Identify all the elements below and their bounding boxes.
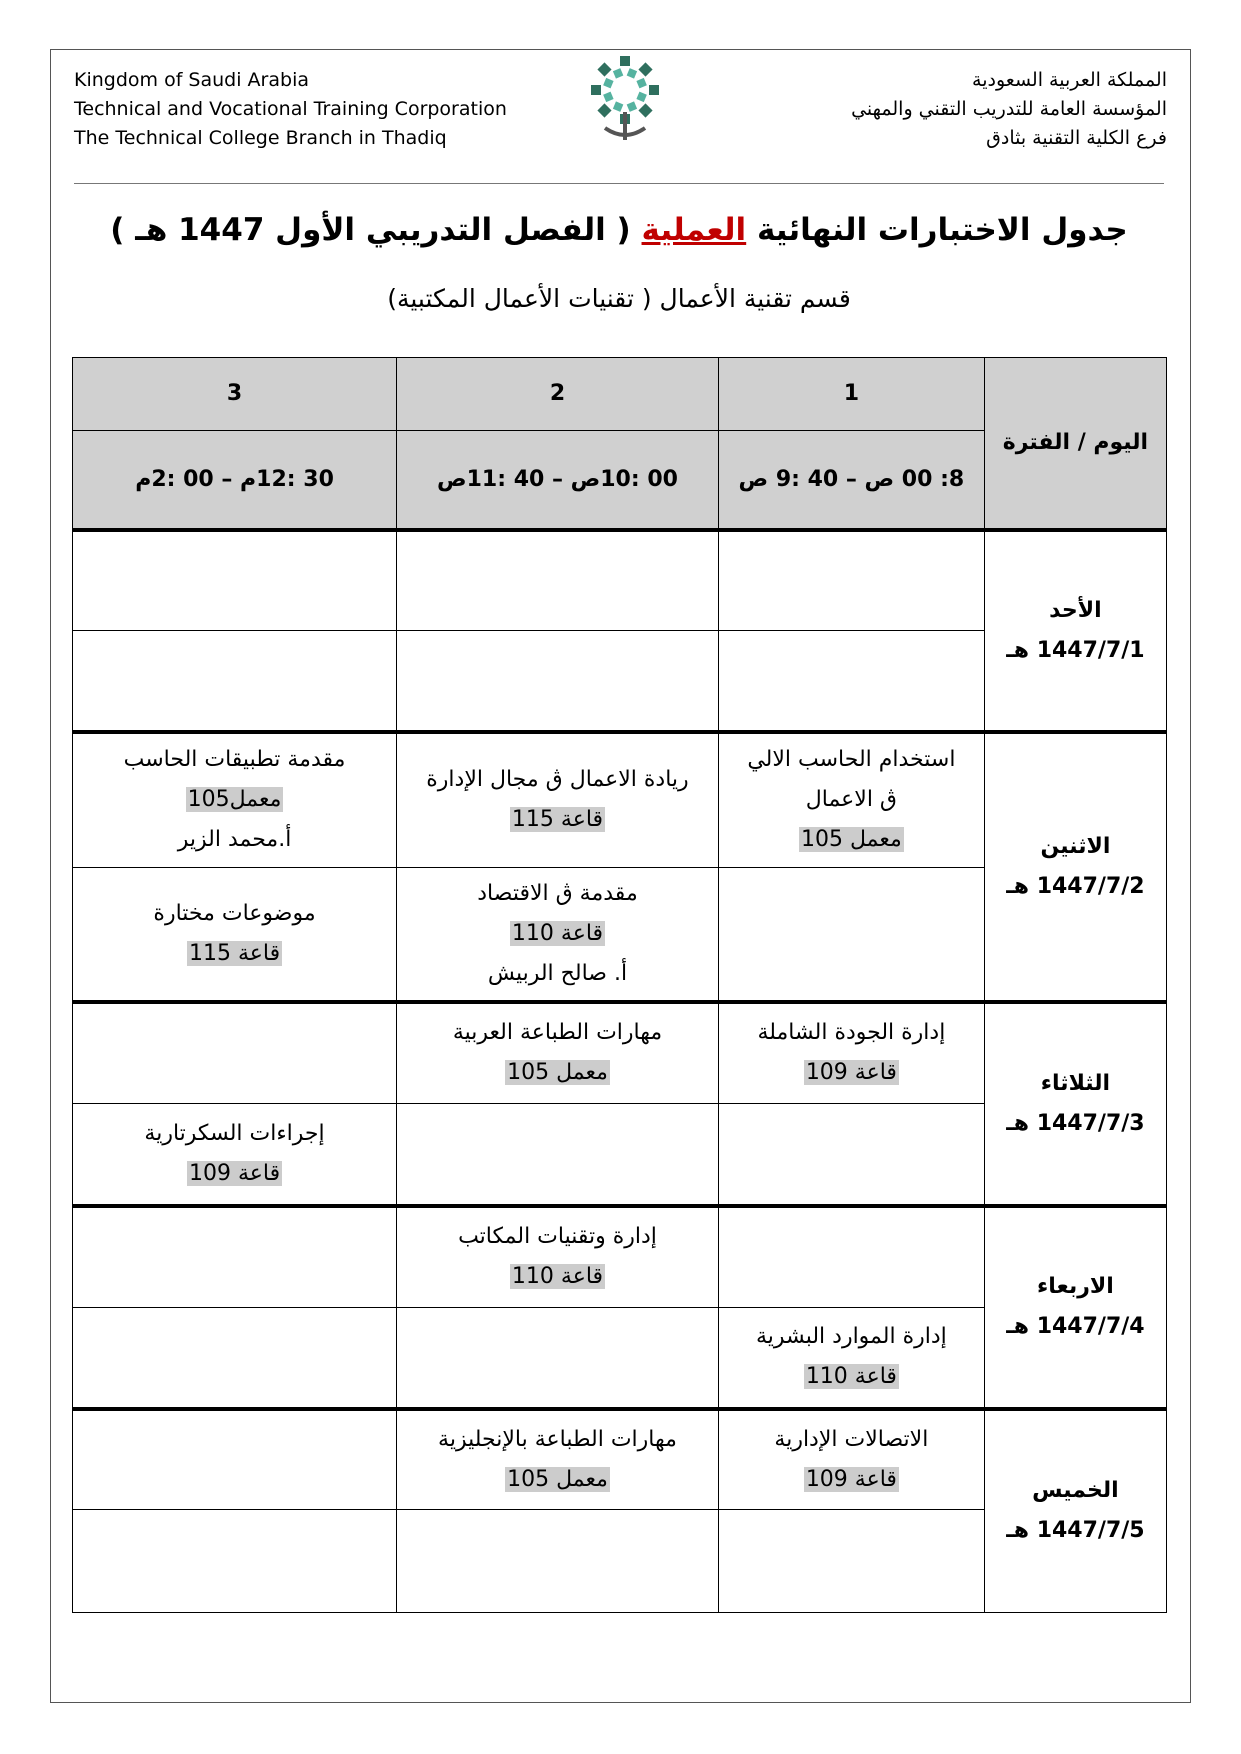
exam-cell [73,867,397,1002]
day-name: الثلاثاء [1040,1070,1111,1096]
course-name: استخدام الحاسب الالي [747,747,956,773]
day-name: الأحد [1049,598,1102,624]
header-ar-line2: المؤسسة العامة للتدريب التقني والمهني [851,98,1167,120]
day-name: الاربعاء [1037,1274,1114,1300]
period-2-time: 00 :10ص – 40 :11ص [397,430,719,530]
exam-cell [397,867,719,1002]
header-en-line3: The Technical College Branch in Thadiq [74,127,447,149]
cell-empty [397,530,719,630]
day-date: 1447/7/2 هـ [1006,874,1145,900]
day-name: الاثنين [1040,834,1111,860]
tvtc-logo-icon [585,52,665,144]
exam-cell [397,1409,719,1510]
room-label: معمل 105 [507,1060,608,1086]
title-part2: ( الفصل التدريبي الأول 1447 هـ ) [110,212,631,248]
course-name: إدارة الجودة الشاملة [757,1020,946,1046]
cell-empty [718,1103,984,1205]
day-date: 1447/7/4 هـ [1006,1314,1145,1340]
course-name: مهارات الطباعة بالإنجليزية [438,1427,677,1453]
day-date: 1447/7/1 هـ [1006,638,1145,664]
header-en-line1: Kingdom of Saudi Arabia [74,69,309,91]
cell-empty [397,1510,719,1613]
cell-empty [718,1510,984,1613]
course-name: إدارة الموارد البشرية [756,1324,947,1350]
cell-empty [718,530,984,630]
exam-cell [397,1206,719,1307]
exam-cell [718,1307,984,1408]
cell-empty [397,1103,719,1205]
day-sunday [984,530,1166,732]
exam-cell [718,1409,984,1510]
teacher-name: أ. صالح الربيش [487,960,628,986]
cell-empty [718,867,984,1002]
header-divider [74,183,1164,184]
cell-empty [718,631,984,732]
day-monday [984,732,1166,1002]
day-wednesday [984,1206,1166,1409]
teacher-name: أ.محمد الزير [177,827,292,853]
header-english [74,66,507,153]
course-name: موضوعات مختارة [153,900,316,926]
cell-empty [73,631,397,732]
day-date: 1447/7/3 هـ [1006,1110,1145,1136]
room-label: قاعة 109 [188,1160,281,1186]
exam-cell [73,1103,397,1205]
room-label: قاعة 110 [511,920,604,946]
cell-empty [73,1206,397,1307]
day-thursday [984,1409,1166,1613]
course-name: ريادة الاعمال ڨ مجال الإدارة [426,767,689,793]
exam-cell [718,1002,984,1103]
course-name: الاتصالات الإدارية [774,1427,929,1453]
cell-empty [73,1510,397,1613]
course-name: مقدمة ڨ الاقتصاد [477,880,638,906]
cell-empty [73,1002,397,1103]
course-name: إدارة وتقنيات المكاتب [458,1224,657,1250]
exam-cell [397,1002,719,1103]
header-ar-line3: فرع الكلية التقنية بثادق [986,127,1167,149]
cell-empty [397,631,719,732]
period-3-number: 3 [73,358,397,431]
cell-empty [73,530,397,630]
course-name: مقدمة تطبيقات الحاسب [123,747,346,773]
period-1-time: 8: 00 ص – 40 :9 ص [718,430,984,530]
period-3-time: 30 :12م – 00 :2م [73,430,397,530]
cell-empty [73,1409,397,1510]
room-label: قاعة 115 [511,807,604,833]
room-label: معمل105 [187,787,282,813]
page-title [74,212,1164,248]
exam-schedule-table [72,357,1167,1613]
header-ar-line1: المملكة العربية السعودية [972,69,1167,91]
room-label: قاعة 109 [805,1060,897,1086]
title-part1: جدول الاختبارات النهائية [756,212,1128,248]
header-arabic [851,66,1167,153]
course-name: إجراءات السكرتارية [144,1120,325,1146]
course-name: مهارات الطباعة العربية [452,1020,663,1046]
course-name-cont: ڨ الاعمال [805,787,898,813]
room-label: معمل 105 [507,1467,608,1493]
cell-empty [397,1307,719,1408]
day-name: الخميس [1032,1478,1119,1504]
page-subtitle: قسم تقنية الأعمال ( تقنيات الأعمال المكتبية) [387,284,851,313]
day-date: 1447/7/5 هـ [1006,1518,1145,1544]
room-label: معمل 105 [800,827,902,853]
cell-empty [73,1307,397,1408]
room-label: قاعة 110 [805,1364,897,1390]
day-tuesday [984,1002,1166,1206]
room-label: قاعة 110 [511,1264,604,1290]
exam-cell [73,732,397,867]
period-2-number: 2 [397,358,719,431]
room-label: قاعة 109 [805,1467,897,1493]
exam-cell [718,732,984,867]
corner-header: اليوم / الفترة [984,358,1166,531]
exam-cell [397,732,719,867]
header-en-line2: Technical and Vocational Training Corporation [74,98,507,120]
cell-empty [718,1206,984,1307]
room-label: قاعة 115 [188,940,281,966]
title-highlight: العملية [641,212,747,248]
period-1-number: 1 [718,358,984,431]
